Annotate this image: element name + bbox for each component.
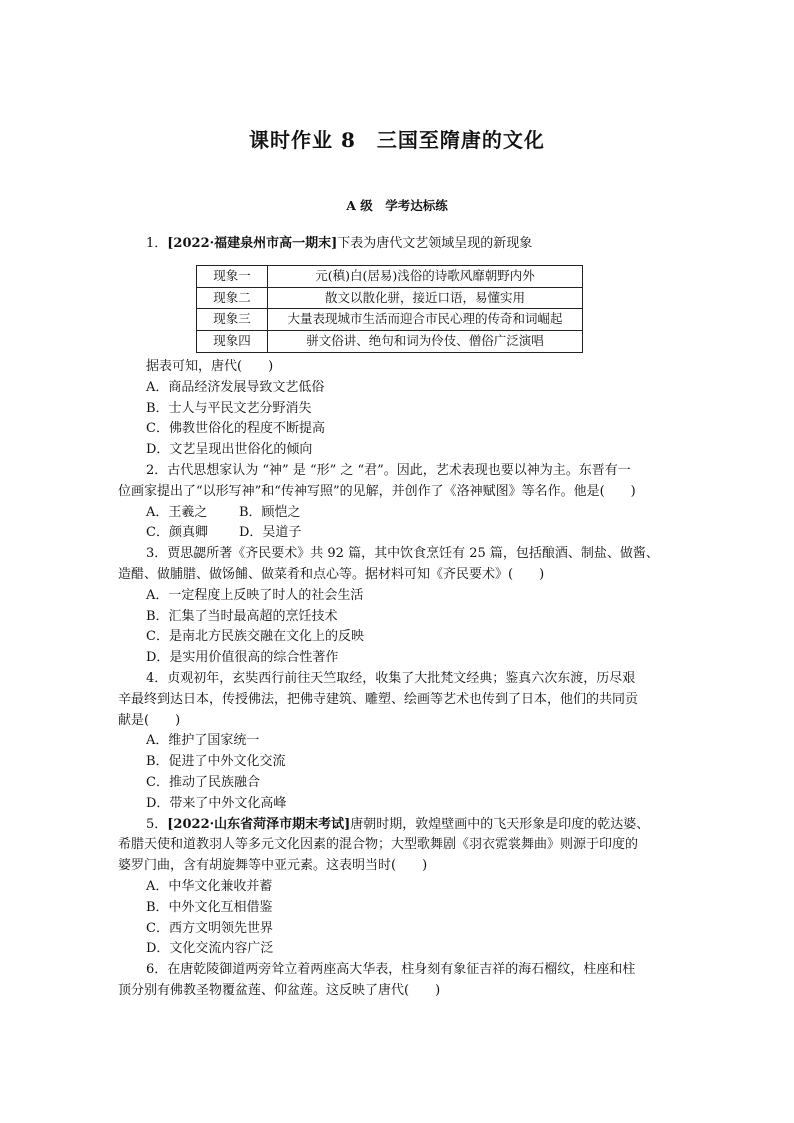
option-d: D．带来了中外文化高峰 — [146, 795, 287, 811]
table-cell-value: 散文以散化骈，接近口语，易懂实用 — [268, 287, 583, 309]
section-heading: A 级 学考达标练 — [346, 198, 448, 213]
question-source: [2022·福建泉州市高一期末] — [167, 236, 338, 251]
option-b: B．士人与平民文艺分野消失 — [146, 400, 312, 416]
question-list — [118, 234, 684, 1002]
table-cell-label: 现象二 — [197, 287, 268, 309]
option-b: B．汇集了当时最高超的烹饪技术 — [146, 608, 338, 624]
option-a: A．一定程度上反映了时人的社会生活 — [146, 587, 364, 603]
table-row — [197, 309, 583, 331]
question-text: 唐朝时期，敦煌壁画中的飞天形象是印度的乾达婆、 — [350, 816, 650, 832]
question-1-stem — [118, 234, 684, 255]
question-6-stem-cont: 顶分别有佛教圣物覆盆莲、仰盆莲。这反映了唐代( ) — [118, 982, 441, 998]
question-5-stem-cont2: 婆罗门曲，含有胡旋舞等中亚元素。这表明当时( ) — [118, 858, 428, 874]
question-text: 下表为唐代文艺领域呈现的新现象 — [337, 236, 533, 251]
page-title: 课时作业 8 三国至隋唐的文化 — [249, 128, 545, 152]
question-2-options-row-2 — [118, 523, 684, 544]
question-3-stem: 3．贾思勰所著《齐民要术》共 92 篇，其中饮食烹饪有 25 篇，包括酿酒、制盐、做酱、 — [146, 546, 659, 562]
question-2-options-row-1 — [118, 503, 684, 524]
option-a: A．维护了国家统一 — [146, 733, 260, 749]
option-b: B．促进了中外文化交流 — [146, 754, 286, 770]
option-c: C．西方文明领先世界 — [146, 920, 273, 936]
option-d: D．吴道子 — [239, 525, 302, 541]
question-4-stem: 4．贞观初年，玄奘西行前往天竺取经，收集了大批梵文经典；鉴真六次东渡，历尽艰 — [146, 670, 636, 686]
option-c: C．是南北方民族交融在文化上的反映 — [146, 629, 364, 645]
option-c: C．佛教世俗化的程度不断提高 — [146, 421, 325, 437]
question-number: 1． — [146, 236, 168, 251]
option-a: A．王羲之 — [146, 504, 208, 520]
option-b: B．中外文化互相借鉴 — [146, 899, 273, 915]
table-cell-label: 现象一 — [197, 265, 268, 287]
table-cell-value: 大量表现城市生活而迎合市民心理的传奇和词崛起 — [268, 309, 583, 331]
option-c: C．推动了民族融合 — [146, 774, 260, 790]
table-cell-value: 骈文俗讲、绝句和词为伶伎、僧俗广泛演唱 — [268, 331, 583, 353]
option-d: D．是实用价值很高的综合性著作 — [146, 650, 339, 666]
question-4-stem-cont2: 献是( ) — [118, 712, 181, 728]
question-source: [2022·山东省菏泽市期末考试] — [167, 816, 351, 832]
option-d: D．文化交流内容广泛 — [146, 941, 274, 957]
question-4-stem-cont: 辛最终到达日本，传授佛法，把佛寺建筑、雕塑、绘画等艺术也传到了日本，他们的共同贡 — [118, 691, 639, 707]
option-a: A．商品经济发展导致文艺低俗 — [146, 379, 325, 395]
table-row — [197, 265, 583, 287]
option-b: B．顾恺之 — [239, 504, 301, 520]
question-number: 5． — [146, 816, 168, 832]
option-a: A．中华文化兼收并蓄 — [146, 878, 273, 894]
question-5-stem-cont: 希腊天使和道教羽人等多元文化因素的混合物；大型歌舞剧《羽衣霓裳舞曲》则源于印度的 — [118, 837, 639, 853]
table-row — [197, 331, 583, 353]
table-row — [197, 287, 583, 309]
question-2-stem-cont: 位画家提出了“以形写神”和“传神写照”的见解，并创作了《洛神赋图》等名作。他是( ) — [118, 483, 636, 499]
question-3-stem-cont: 造醋、做脯腊、做饧餔、做菜肴和点心等。据材料可知《齐民要术》( ) — [118, 566, 545, 582]
table-cell-label: 现象四 — [197, 331, 268, 353]
question-2-stem: 2．古代思想家认为 “神” 是 “形” 之 “君”。因此，艺术表现也要以神为主。东晋有一 — [146, 462, 631, 478]
table-cell-value: 元(稹)白(居易)浅俗的诗歌风靡朝野内外 — [268, 265, 583, 287]
option-d: D．文艺呈现出世俗化的倾向 — [146, 442, 313, 458]
phenomena-table — [196, 265, 583, 353]
question-6-stem: 6．在唐乾陵御道两旁耸立着两座高大华表，柱身刻有象征吉祥的海石榴纹，柱座和柱 — [146, 962, 636, 978]
question-5-stem — [118, 815, 684, 836]
option-c: C．颜真卿 — [146, 525, 208, 541]
table-cell-label: 现象三 — [197, 309, 268, 331]
question-1-prompt: 据表可知，唐代( ) — [146, 358, 274, 374]
